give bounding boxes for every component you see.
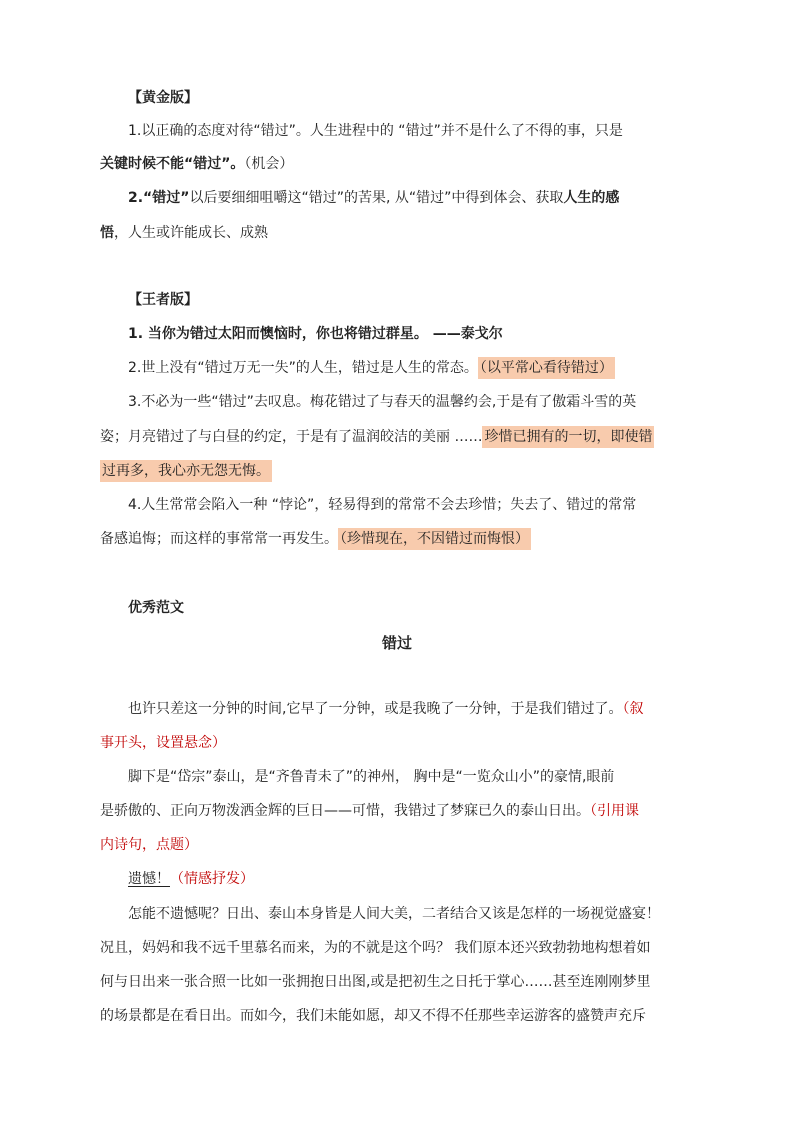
king-point-2-highlight: （以平常心看待错过） bbox=[478, 357, 615, 379]
gold-point-1-line-2 bbox=[100, 154, 700, 174]
king-point-2 bbox=[128, 358, 728, 378]
king-point-1: 1. 当你为错过太阳而懊恼时，你也将错过群星。 ——泰戈尔 bbox=[128, 326, 503, 342]
king-point-3-highlight-a: 珍惜已拥有的一切，即使错 bbox=[482, 426, 654, 448]
king-point-4-line-2 bbox=[100, 529, 700, 549]
king-point-3-line-1: 3.不必为一些“错过”去叹息。梅花错过了与春天的温馨约会,于是有了傲霜斗雪的英 bbox=[128, 394, 637, 410]
gold-point-1-line-1: 1.以正确的态度对待“错过”。人生进程中的 “错过”并不是什么了不得的事，只是 bbox=[128, 123, 623, 139]
essay-para-1-note-b: 事开头，设置悬念） bbox=[100, 735, 226, 751]
king-point-4-text: 备感追悔；而这样的事常常一再发生。 bbox=[100, 531, 338, 547]
essay-para-2-note-a: （引用课 bbox=[590, 803, 639, 819]
king-heading: 【王者版】 bbox=[128, 292, 198, 308]
essay-para-4-line-1: 怎能不遗憾呢？日出、泰山本身皆是人间大美，二者结合又该是怎样的一场视觉盛宴！ bbox=[128, 906, 660, 922]
gold-point-1-bold: 关键时候不能“错过”。 bbox=[100, 156, 245, 172]
essay-para-3-note: （情感抒发） bbox=[170, 871, 254, 887]
essay-para-2-line-2 bbox=[100, 801, 700, 821]
essay-para-1-line-1 bbox=[128, 699, 696, 719]
gold-point-2-bold: 人生的感 bbox=[563, 190, 620, 206]
gold-point-2-tail: ，人生或许能成长、成熟 bbox=[114, 225, 268, 241]
essay-para-4-line-4: 的场景都是在看日出。而如今，我们未能如愿，却又不得不任那些幸运游客的盛赞声充斥 bbox=[100, 1008, 646, 1024]
essay-para-2-text: 是骄傲的、正向万物泼洒金辉的巨日——可惜，我错过了梦寐已久的泰山日出。 bbox=[100, 803, 590, 819]
gold-point-2-label: 2.“错过” bbox=[128, 190, 190, 206]
essay-para-2-line-1: 脚下是“岱宗”泰山，是“齐鲁青未了”的神州， 胸中是“一览众山小”的豪情,眼前 bbox=[128, 769, 615, 785]
gold-point-1-note: （机会） bbox=[244, 156, 294, 172]
gold-heading: 【黄金版】 bbox=[128, 90, 198, 106]
king-point-3-line-3 bbox=[100, 461, 700, 481]
king-point-3-text: 姿；月亮错过了与白昼的约定，于是有了温润皎洁的美丽 …… bbox=[100, 429, 483, 445]
gold-point-2-line-2 bbox=[100, 223, 700, 243]
essay-section-label: 优秀范文 bbox=[128, 600, 184, 616]
essay-para-4-line-2: 况且，妈妈和我不远千里慕名而来，为的不就是这个吗？ 我们原本还兴致勃勃地构想着如 bbox=[100, 940, 651, 956]
essay-para-3 bbox=[128, 869, 728, 889]
essay-para-1-text: 也许只差这一分钟的时间,它早了一分钟，或是我晚了一分钟，于是我们错过了。 bbox=[128, 701, 623, 717]
king-point-3-highlight-b: 过再多，我心亦无怨无悔。 bbox=[100, 460, 272, 482]
gold-point-2-text: 以后要细细咀嚼这“错过”的苦果, 从“错过”中得到体会、获取 bbox=[189, 190, 564, 206]
gold-point-2-line-1 bbox=[128, 188, 728, 208]
essay-para-4-line-3: 何与日出来一张合照一比如一张拥抱日出图,或是把初生之日托于掌心……甚至连刚刚梦里 bbox=[100, 974, 651, 990]
essay-para-3-text: 遗憾！ bbox=[128, 871, 170, 887]
king-point-2-text: 2.世上没有“错过万无一失”的人生，错过是人生的常态。 bbox=[128, 360, 478, 376]
gold-point-2-bold-end: 悟 bbox=[100, 225, 114, 241]
king-point-4-highlight: （珍惜现在，不因错过而悔恨） bbox=[338, 528, 531, 550]
king-point-3-line-2 bbox=[100, 427, 700, 447]
essay-para-2-note-b: 内诗句，点题） bbox=[100, 837, 198, 853]
essay-para-1-note-a: （叙 bbox=[622, 701, 644, 717]
essay-title: 错过 bbox=[381, 634, 412, 652]
king-point-4-line-1: 4.人生常常会陷入一种 “悖论”，轻易得到的常常不会去珍惜；失去了、错过的常常 bbox=[128, 497, 637, 513]
